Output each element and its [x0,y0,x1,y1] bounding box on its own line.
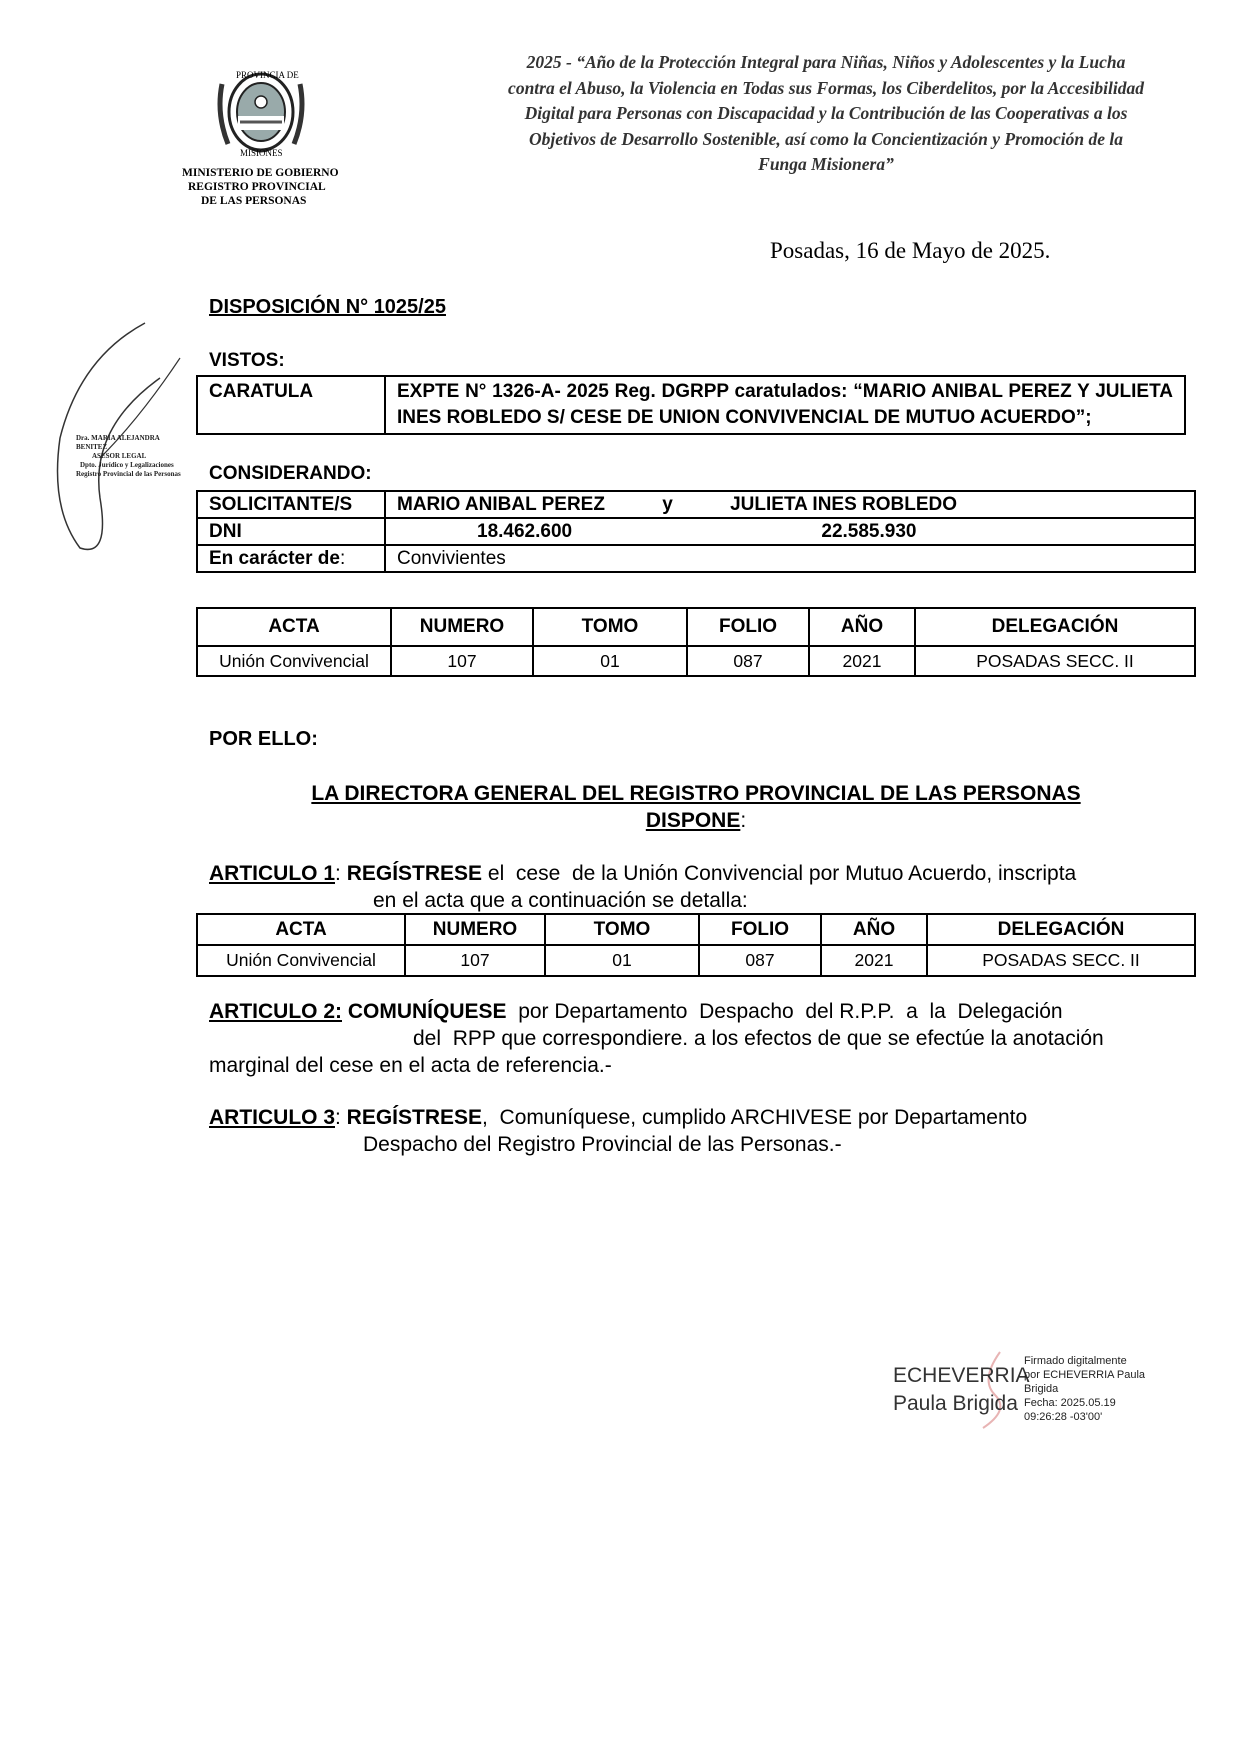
dni-2: 22.585.930 [821,521,917,542]
stamp-line-3: Dpto. Jurídico y Legalizaciones [80,461,174,469]
art2-text1: por Departamento Despacho del R.P.P. a la Delegación [506,1000,1063,1023]
vistos-table [196,375,1186,435]
signature-details [1024,1354,1174,1424]
signer-name [893,1362,1030,1418]
acta-header-tomo: TOMO [533,608,687,646]
articulo-1 [209,860,1209,914]
table-row [197,646,1195,676]
acta2-cell-anio: 2021 [821,945,927,976]
acta-header-anio: AÑO [809,608,915,646]
acta2-cell-acta: Unión Convivencial [197,945,405,976]
acta2-cell-tomo: 01 [545,945,699,976]
acta-cell-tomo: 01 [533,646,687,676]
org-line-2: REGISTRO PROVINCIAL [188,181,326,193]
acta2-cell-delegacion: POSADAS SECC. II [927,945,1195,976]
provincial-seal [214,64,308,164]
caracter-label-cell [197,545,385,572]
acta-cell-delegacion: POSADAS SECC. II [915,646,1195,676]
acta2-header-anio: AÑO [821,914,927,945]
acta2-header-folio: FOLIO [699,914,821,945]
dispone-word: DISPONE [645,809,741,832]
acta-header-numero: NUMERO [391,608,533,646]
dispone-colon: : [740,809,747,832]
table-row [197,945,1195,976]
caratula-text: EXPTE N° 1326-A- 2025 Reg. DGRPP caratulados: “MARIO ANIBAL PEREZ Y JULIETA INES ROBLEDO S/ CESE DE UNION CONVIVENCIAL DE MUTUO ACUERDO”; [385,376,1185,434]
art3-colon: : [335,1106,347,1129]
acta-cell-numero: 107 [391,646,533,676]
art1-text2: en el acta que a continuación se detalla: [373,889,748,912]
art1-verb: REGÍSTRESE [346,862,483,885]
acta-header-delegacion: DELEGACIÓN [915,608,1195,646]
caracter-label: En carácter de [209,548,340,569]
signer-name-line1: ECHEVERRIA [893,1364,1030,1387]
stamp-line-4: Registro Provincial de las Personas [76,470,181,478]
caracter-colon: : [339,548,346,569]
stamp-line-2: ASESOR LEGAL [92,452,147,460]
dni-label: DNI [197,518,385,545]
acta-header-folio: FOLIO [687,608,809,646]
signature-detail-line: Firmado digitalmente [1024,1355,1127,1367]
year-motto: 2025 - “Año de la Protección Integral para Niñas, Niños y Adolescentes y la Lucha contra el Abuso, la Violencia en Todas sus Formas, los Ciberdelitos, por la Accesibilidad Digital para Personas con Discapacidad y la Contribución de las Cooperativas a los Objetivos de Desarrollo Sostenible, así como la Concientización y Promoción de la Funga Misionera” [508,52,1144,174]
considerando-table [196,490,1196,573]
caracter-value: Convivientes [385,545,1195,572]
solicitante-2: JULIETA INES ROBLEDO [730,494,958,515]
solicitante-1: MARIO ANIBAL PEREZ [397,494,605,515]
org-line-1: MINISTERIO DE GOBIERNO [182,167,339,179]
art1-text1: el cese de la Unión Convivencial por Mutuo Acuerdo, inscripta [482,862,1077,885]
acta2-cell-numero: 107 [405,945,545,976]
signature-detail-line: por ECHEVERRIA Paula [1024,1369,1146,1381]
art3-text1: , Comuníquese, cumplido ARCHIVESE por Departamento [482,1106,1028,1129]
acta2-header-delegacion: DELEGACIÓN [927,914,1195,945]
signature-detail-line: Fecha: 2025.05.19 [1024,1397,1116,1409]
vistos-label: VISTOS: [209,350,285,371]
acta-table [196,607,1196,677]
place-date: Posadas, 16 de Mayo de 2025. [770,238,1051,263]
legal-advisor-signature [40,318,190,558]
seal-text-top: PROVINCIA DE [236,70,299,80]
art1-colon: : [335,862,341,885]
solicitantes-cell [385,491,1195,518]
por-ello: POR ELLO: [209,728,318,750]
acta-header-acta: ACTA [197,608,391,646]
org-line-3: DE LAS PERSONAS [201,195,307,207]
caratula-label: CARATULA [197,376,385,434]
seal-text-bottom: MISIONES [240,148,283,158]
acta2-cell-folio: 087 [699,945,821,976]
dni-cell [385,518,1195,545]
art2-verb: COMUNÍQUESE [347,1000,507,1023]
articulo-2 [209,998,1209,1079]
articulo-3 [209,1104,1209,1158]
art2-label: ARTICULO 2: [209,1000,342,1023]
org-name [182,166,339,208]
acta2-header-numero: NUMERO [405,914,545,945]
art2-text2: del RPP que correspondiere. a los efectos de que se efectúe la anotación [413,1027,1104,1050]
acta-table-2 [196,913,1196,977]
acta-cell-acta: Unión Convivencial [197,646,391,676]
signature-detail-line: Brigida [1024,1383,1059,1395]
art3-verb: REGÍSTRESE [346,1106,483,1129]
acta2-header-tomo: TOMO [545,914,699,945]
art3-label: ARTICULO 3 [209,1106,335,1129]
directora-dispone [196,780,1196,834]
considerando-label: CONSIDERANDO: [209,463,372,484]
art3-text2: Despacho del Registro Provincial de las Personas.- [363,1133,842,1156]
solicitante-label: SOLICITANTE/S [197,491,385,518]
art2-text3: marginal del cese en el acta de referencia.- [209,1054,612,1077]
art1-label: ARTICULO 1 [209,862,335,885]
signature-detail-line: 09:26:28 -03'00' [1024,1411,1103,1423]
acta-cell-folio: 087 [687,646,809,676]
signer-name-line2: Paula Brigida [893,1392,1018,1415]
dni-1: 18.462.600 [477,521,573,542]
solicitante-conj: y [662,494,673,515]
directora-line: LA DIRECTORA GENERAL DEL REGISTRO PROVINCIAL DE LAS PERSONAS [311,782,1081,805]
acta2-header-acta: ACTA [197,914,405,945]
acta-cell-anio: 2021 [809,646,915,676]
stamp-line-1: Dra. MARIA ALEJANDRA BENITEZ [76,434,160,451]
disposition-title: DISPOSICIÓN N° 1025/25 [209,296,446,318]
